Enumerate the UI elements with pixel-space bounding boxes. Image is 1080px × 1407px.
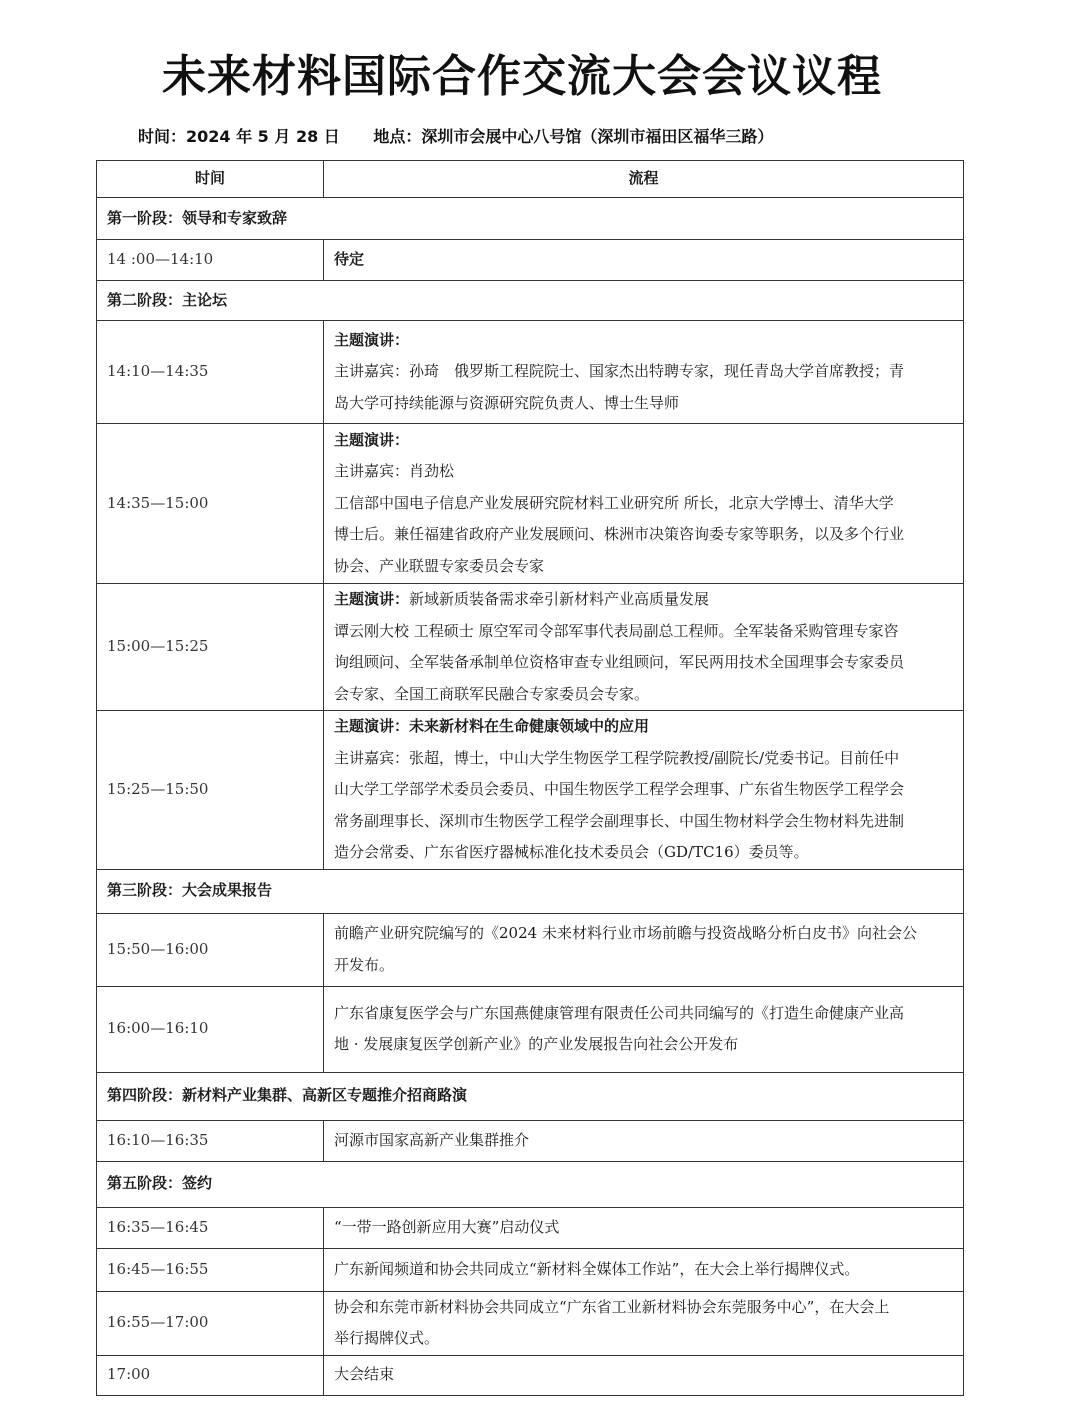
header-time: 时间 bbox=[97, 161, 324, 198]
meeting-time: 时间：2024 年 5 月 28 日 bbox=[138, 127, 340, 146]
flow-text-line: 地 · 发展康复医学创新产业》的产业发展报告向社会公开发布 bbox=[334, 1035, 739, 1053]
agenda-row bbox=[97, 1355, 964, 1395]
agenda-row bbox=[97, 1120, 964, 1161]
agenda-row bbox=[97, 424, 964, 584]
stage-label: 第四阶段：新材料产业集群、高新区专题推介招商路演 bbox=[97, 1072, 964, 1120]
flow-text-line: 前瞻产业研究院编写的《2024 未来材料行业市场前瞻与投资战略分析白皮书》向社会公 bbox=[334, 924, 917, 942]
table-header-row bbox=[97, 161, 964, 198]
agenda-time: 17:00 bbox=[97, 1355, 324, 1395]
agenda-row bbox=[97, 240, 964, 281]
agenda-time: 16:35—16:45 bbox=[97, 1207, 324, 1248]
agenda-flow bbox=[324, 1120, 964, 1161]
flow-title: 主题演讲：未来新材料在生命健康领域中的应用 bbox=[334, 717, 650, 735]
flow-text-line: 主讲嘉宾：张超，博士，中山大学生物医学工程学院教授/副院长/党委书记。目前任中 bbox=[334, 748, 900, 767]
flow-text-line: 常务副理事长、深圳市生物医学工程学会副理事长、中国生物材料学会生物材料先进制 bbox=[334, 811, 905, 830]
flow-title-line bbox=[334, 425, 953, 457]
agenda-row bbox=[97, 913, 964, 986]
agenda-time: 14:10—14:35 bbox=[97, 321, 324, 424]
agenda-flow bbox=[324, 1355, 964, 1395]
flow-text-line: 主讲嘉宾：孙琦 俄罗斯工程院院士、国家杰出特聘专家，现任青岛大学首席教授；青 bbox=[334, 362, 905, 381]
agenda-flow bbox=[324, 986, 964, 1072]
flow-text-line: 广东省康复医学会与广东国燕健康管理有限责任公司共同编写的《打造生命健康产业高 bbox=[334, 1003, 905, 1022]
meeting-place: 地点：深圳市会展中心八号馆（深圳市福田区福华三路） bbox=[373, 127, 774, 146]
agenda-flow bbox=[324, 913, 964, 986]
agenda-flow bbox=[324, 1248, 964, 1291]
agenda-flow bbox=[324, 584, 964, 711]
agenda-table bbox=[96, 160, 964, 1396]
agenda-row bbox=[97, 986, 964, 1072]
flow-text-line: 河源市国家高新产业集群推介 bbox=[334, 1130, 530, 1149]
flow-text-line: 广东新闻频道和协会共同成立“新材料全媒体工作站”，在大会上举行揭牌仪式。 bbox=[334, 1259, 860, 1278]
agenda-time: 14:35—15:00 bbox=[97, 424, 324, 584]
flow-text-line: 大会结束 bbox=[334, 1365, 395, 1384]
agenda-flow bbox=[324, 424, 964, 584]
flow-title-line bbox=[334, 325, 953, 357]
flow-title-line bbox=[334, 244, 953, 276]
flow-text-line: 造分会常委、广东省医疗器械标准化技术委员会（GD/TC16）委员等。 bbox=[334, 843, 809, 861]
stage-row bbox=[97, 1072, 964, 1120]
header-flow: 流程 bbox=[324, 161, 964, 198]
flow-title: 待定 bbox=[334, 250, 365, 269]
meeting-info bbox=[138, 124, 801, 147]
stage-row bbox=[97, 198, 964, 240]
agenda-flow bbox=[324, 711, 964, 870]
flow-title-line bbox=[334, 584, 953, 616]
agenda-time: 15:50—16:00 bbox=[97, 913, 324, 986]
agenda-row bbox=[97, 711, 964, 870]
stage-row bbox=[97, 869, 964, 913]
agenda-time: 15:00—15:25 bbox=[97, 584, 324, 711]
agenda-time: 16:10—16:35 bbox=[97, 1120, 324, 1161]
page-title: 未来材料国际合作交流大会会议议程 bbox=[162, 51, 882, 102]
flow-text-line: 工信部中国电子信息产业发展研究院材料工业研究所 所长，北京大学博士、清华大学 bbox=[334, 493, 894, 512]
agenda-flow bbox=[324, 240, 964, 281]
flow-text-line: 谭云刚大校 工程硕士 原空军司令部军事代表局副总工程师。全军装备采购管理专家咨 bbox=[334, 621, 899, 640]
flow-text-line: “一带一路创新应用大赛”启动仪式 bbox=[334, 1217, 560, 1236]
stage-label: 第三阶段：大会成果报告 bbox=[97, 869, 964, 913]
agenda-time: 15:25—15:50 bbox=[97, 711, 324, 870]
stage-row bbox=[97, 281, 964, 321]
stage-label: 第五阶段：签约 bbox=[97, 1161, 964, 1207]
agenda-row bbox=[97, 1291, 964, 1355]
stage-label: 第一阶段：领导和专家致辞 bbox=[97, 198, 964, 240]
agenda-flow bbox=[324, 321, 964, 424]
agenda-row bbox=[97, 1248, 964, 1291]
flow-text-line: 山大学工学部学术委员会委员、中国生物医学工程学会理事、广东省生物医学工程学会 bbox=[334, 780, 905, 798]
agenda-row bbox=[97, 584, 964, 711]
stage-label: 第二阶段：主论坛 bbox=[97, 281, 964, 321]
agenda-time: 16:00—16:10 bbox=[97, 986, 324, 1072]
flow-text-line: 开发布。 bbox=[334, 955, 395, 974]
flow-text-line: 询组顾问、全军装备承制单位资格审查专业组顾问，军民两用技术全国理事会专家委员 bbox=[334, 653, 905, 671]
flow-text-line: 博士后。兼任福建省政府产业发展顾问、株洲市决策咨询委专家等职务，以及多个行业 bbox=[334, 525, 905, 544]
agenda-time: 14 :00—14:10 bbox=[97, 240, 324, 281]
agenda-time: 16:45—16:55 bbox=[97, 1248, 324, 1291]
flow-title: 主题演讲： bbox=[334, 590, 410, 608]
agenda-row bbox=[97, 1207, 964, 1248]
stage-row bbox=[97, 1161, 964, 1207]
flow-text-line: 协会、产业联盟专家委员会专家 bbox=[334, 556, 545, 575]
agenda-row bbox=[97, 321, 964, 424]
flow-text-line: 岛大学可持续能源与资源研究院负责人、博士生导师 bbox=[334, 393, 680, 412]
flow-title: 主题演讲： bbox=[334, 430, 410, 449]
agenda-flow bbox=[324, 1207, 964, 1248]
flow-title-line bbox=[334, 711, 953, 743]
flow-text-line: 举行揭牌仪式。 bbox=[334, 1329, 440, 1347]
flow-text-line: 主讲嘉宾：肖劲松 bbox=[334, 462, 455, 481]
flow-title: 主题演讲： bbox=[334, 330, 410, 349]
agenda-flow bbox=[324, 1291, 964, 1355]
flow-title-rest: 新域新质装备需求牵引新材料产业高质量发展 bbox=[409, 590, 710, 608]
flow-text-line: 协会和东莞市新材料协会共同成立“广东省工业新材料协会东莞服务中心”，在大会上 bbox=[334, 1297, 890, 1316]
flow-text-line: 会专家、全国工商联军民融合专家委员会专家。 bbox=[334, 684, 650, 703]
agenda-time: 16:55—17:00 bbox=[97, 1291, 324, 1355]
